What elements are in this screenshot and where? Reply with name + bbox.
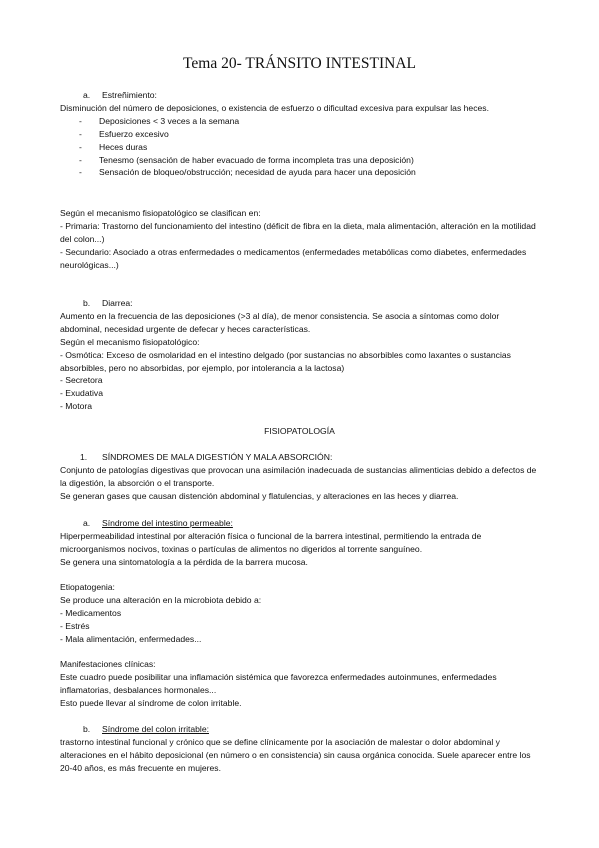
etiopatogenia-item: - Estrés bbox=[60, 620, 90, 631]
etiopatogenia-block bbox=[60, 581, 540, 646]
bullet-item: - Heces duras bbox=[79, 141, 148, 152]
section-heading bbox=[60, 723, 540, 736]
definition-text: Conjunto de patologías digestivas que provocan una asimilación inadecuada de sustancias alimenticias debido a defectos de la digestión, la absorción o el transporte. bbox=[60, 464, 537, 488]
bullet-item: - Tenesmo (sensación de haber evacuado de forma incompleta tras una deposición) bbox=[79, 154, 414, 165]
definition-text: Aumento en la frecuencia de las deposiciones (>3 al día), de menor consistencia. Se asocia a síntomas como dolor abdominal, necesidad urgente de defecar y heces características. bbox=[60, 310, 500, 334]
type-item: - Exudativa bbox=[60, 388, 103, 399]
section-title: Síndrome del colon irritable: bbox=[102, 724, 209, 734]
definition-text: Disminución del número de deposiciones, o existencia de esfuerzo o dificultad excesiva para expulsar las heces. bbox=[60, 102, 489, 113]
bullet-item: - Deposiciones < 3 veces a la semana bbox=[79, 115, 240, 126]
etiopatogenia-item: - Mala alimentación, enfermedades... bbox=[60, 633, 202, 644]
etiopatogenia-title: Etiopatogenia: bbox=[60, 582, 115, 592]
section-heading bbox=[60, 451, 540, 464]
manifestaciones-text: Este cuadro puede posibilitar una inflamación sistémica que favorezca enfermedades autoinmunes, enfermedades inflamatorias, desbalances hormonales... bbox=[60, 671, 497, 695]
definition-text: trastorno intestinal funcional y crónico que se define clínicamente por la asociación de malestar o dolor abdominal y alteraciones en el hábito deposicional (en número o en consistencia) sin causa orgánica conocida. Suele aparecer entre los 20-40 años, es más frecuente en mujeres. bbox=[60, 736, 531, 773]
primaria-text: - Primaria: Trastorno del funcionamiento del intestino (déficit de fibra en la dieta, mala alimentación, alteración en la motilidad del colon...) bbox=[60, 220, 536, 244]
secundario-text: - Secundario: Asociado a otras enfermedades o medicamentos (enfermedades metabólicas como diabetes, enfermedades neurológicas...) bbox=[60, 246, 527, 270]
section-colon-irritable bbox=[60, 723, 540, 775]
section-diarrea bbox=[60, 297, 540, 413]
mechanism-intro: Según el mecanismo fisiopatológico se clasifican en: bbox=[60, 208, 261, 218]
etiopatogenia-intro: Se produce una alteración en la microbiota debido a: bbox=[60, 594, 262, 605]
etiopatogenia-item: - Medicamentos bbox=[60, 607, 122, 618]
fisiopatologia-heading: FISIOPATOLOGÍA bbox=[264, 426, 335, 436]
manifestaciones-title: Manifestaciones clínicas: bbox=[60, 659, 156, 669]
section-marker: a. bbox=[83, 518, 91, 528]
mucosa-text: Se genera una sintomatología a la pérdida de la barrera mucosa. bbox=[60, 556, 308, 567]
section-title: Síndrome del intestino permeable: bbox=[102, 518, 233, 528]
type-item: - Motora bbox=[60, 401, 92, 412]
bullet-item: - Esfuerzo excesivo bbox=[79, 128, 169, 139]
section-marker: 1. bbox=[80, 452, 88, 462]
osmotica-text: - Osmótica: Exceso de osmolaridad en el intestino delgado (por sustancias no absorbibles como laxantes o sustancias absorbibles, pero no absorbidas, por ejemplo, por intolerancia a la lactosa) bbox=[60, 349, 511, 373]
definition-text: Hiperpermeabilidad intestinal por alteración física o funcional de la barrera intestinal, permitiendo la entrada de microorganismos nocivos, toxinas o partículas de alimentos no digeridos al torrente sanguíneo. bbox=[60, 530, 482, 554]
section-estrenimiento bbox=[60, 89, 540, 179]
section-heading bbox=[60, 297, 540, 310]
manifestaciones-block bbox=[60, 658, 540, 710]
section-heading bbox=[60, 89, 540, 102]
type-item: - Secretora bbox=[60, 375, 103, 386]
section-title: SÍNDROMES DE MALA DIGESTIÓN Y MALA ABSORCIÓN: bbox=[102, 452, 333, 462]
section-sindromes bbox=[60, 451, 540, 503]
mechanism-intro: Según el mecanismo fisiopatológico: bbox=[60, 336, 200, 347]
section-heading bbox=[60, 517, 540, 530]
section-intestino-permeable bbox=[60, 517, 540, 569]
section-marker: a. bbox=[83, 90, 91, 100]
section-marker: b. bbox=[83, 298, 91, 308]
section-title: Estreñimiento: bbox=[102, 90, 157, 100]
colon-irritable-note: Esto puede llevar al síndrome de colon irritable. bbox=[60, 697, 242, 708]
page-title: Tema 20- TRÁNSITO INTESTINAL bbox=[183, 55, 416, 72]
gases-text: Se generan gases que causan distención abdominal y flatulencias, y alteraciones en las heces y diarrea. bbox=[60, 490, 459, 501]
section-title: Diarrea: bbox=[102, 298, 133, 308]
bullet-item: - Sensación de bloqueo/obstrucción; necesidad de ayuda para hacer una deposición bbox=[79, 167, 416, 178]
section-marker: b. bbox=[83, 724, 91, 734]
classification-block bbox=[60, 207, 540, 272]
